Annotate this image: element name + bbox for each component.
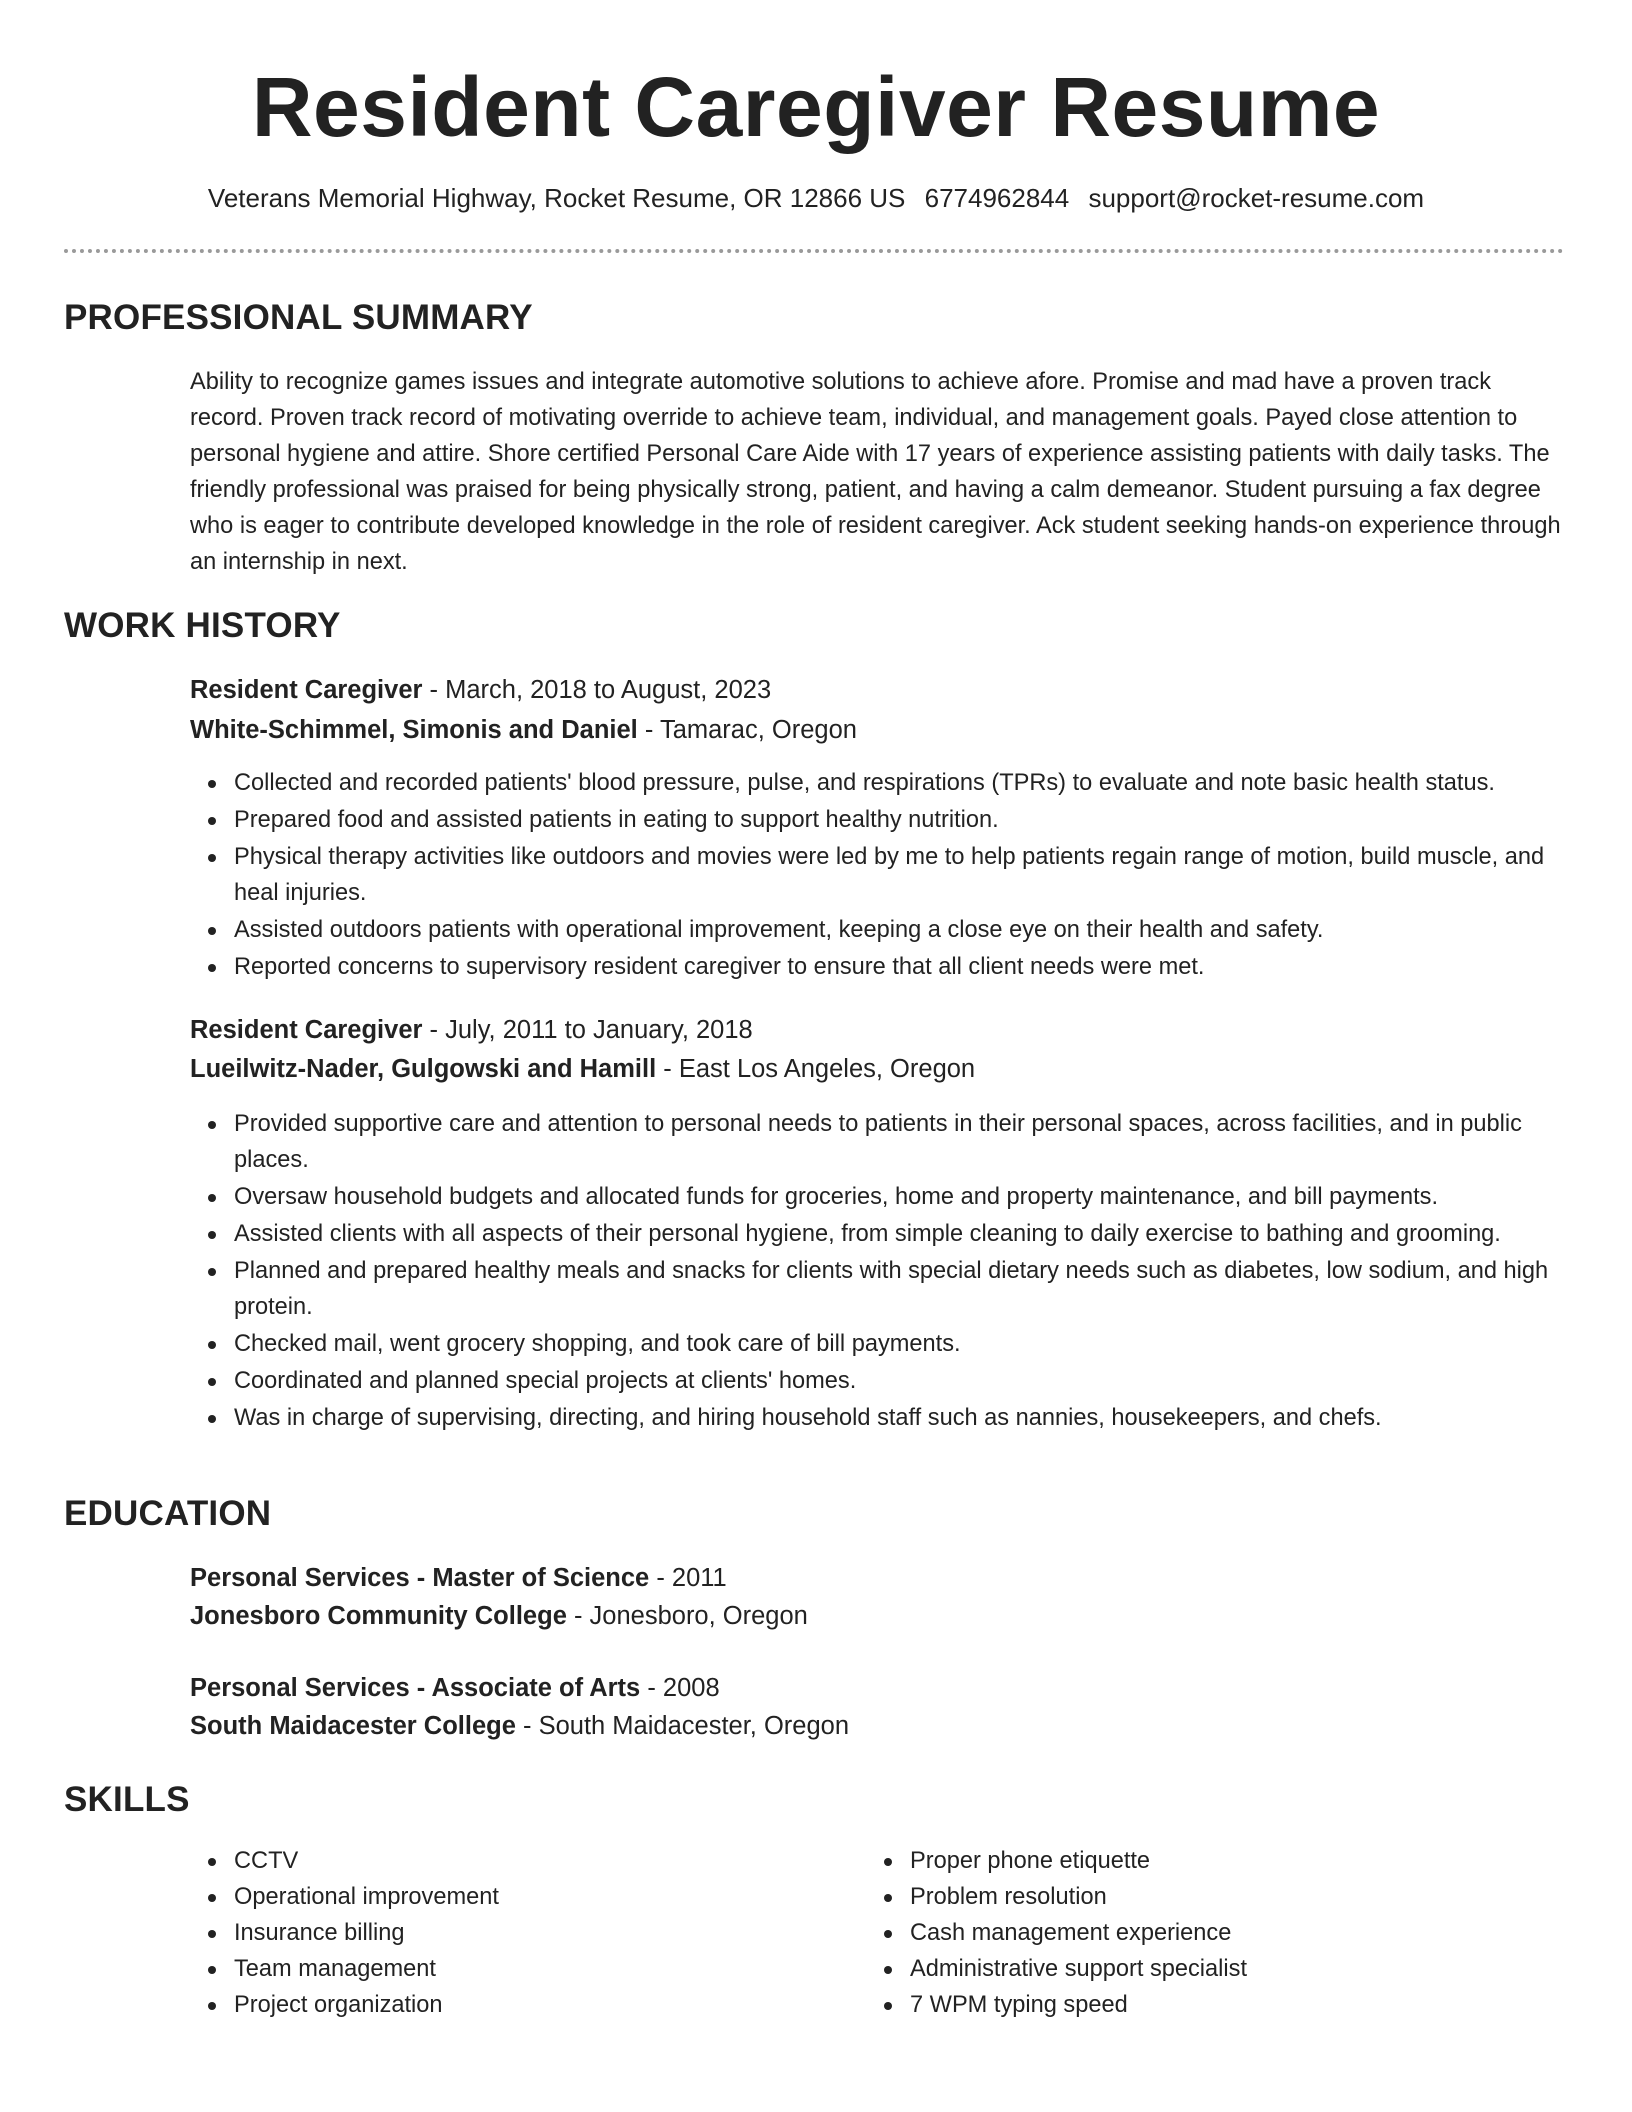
skill-item: Cash management experience (866, 1915, 1466, 1951)
list-item: Prepared food and assisted patients in eating to support healthy nutrition. (190, 802, 1580, 838)
education-1-school: Jonesboro Community College (190, 1602, 567, 1630)
skills-list-right (866, 1843, 1466, 2023)
list-item: Was in charge of supervising, directing, and hiring household staff such as nannies, housekeepers, and chefs. (190, 1400, 1580, 1436)
summary-text: Ability to recognize games issues and integrate automotive solutions to achieve afore. Promise and mad have a proven track record. Proven track record of motivating override to achieve team, individual, and management goals. Payed close attention to personal hygiene and attire. Shore certified Personal Care Aide with 17 years of experience assisting patients with daily tasks. The friendly professional was praised for being physically strong, patient, and having a calm demeanor. Student pursuing a fax degree who is eager to contribute developed knowledge in the role of resident caregiver. Ack student seeking hands-on experience through an internship in next. (190, 369, 1561, 575)
skill-item: Project organization (190, 1987, 790, 2023)
contact-email: support@rocket-resume.com (1088, 183, 1425, 213)
education-2-year: - 2008 (640, 1674, 720, 1702)
list-item: Reported concerns to supervisory resident caregiver to ensure that all client needs were met. (190, 949, 1580, 985)
skill-item: 7 WPM typing speed (866, 1987, 1466, 2023)
skill-item: Operational improvement (190, 1879, 790, 1915)
resume-title: Resident Caregiver Resume (251, 60, 1381, 154)
skill-item: Proper phone etiquette (866, 1843, 1466, 1879)
skill-item: Insurance billing (190, 1915, 790, 1951)
job-1-dates: - March, 2018 to August, 2023 (422, 676, 772, 704)
list-item: Oversaw household budgets and allocated funds for groceries, home and property maintenance, and bill payments. (190, 1179, 1580, 1215)
job-1-location: - Tamarac, Oregon (637, 716, 857, 744)
contact-line (0, 180, 1632, 216)
skill-item: Team management (190, 1951, 790, 1987)
list-item: Physical therapy activities like outdoors and movies were led by me to help patients regain range of motion, build muscle, and heal injuries. (190, 839, 1580, 911)
list-item: Checked mail, went grocery shopping, and took care of bill payments. (190, 1326, 1580, 1362)
list-item: Assisted clients with all aspects of their personal hygiene, from simple cleaning to daily exercise to bathing and grooming. (190, 1216, 1580, 1252)
skills-list-left (190, 1843, 790, 2023)
education-1-school-line (190, 1597, 808, 1635)
job-2-bullets (190, 1106, 1580, 1437)
job-2-company-line (190, 1050, 975, 1088)
section-title-summary: PROFESSIONAL SUMMARY (64, 298, 533, 337)
education-1-year: - 2011 (649, 1564, 727, 1592)
job-1-title-line (190, 671, 771, 709)
header-divider (64, 249, 1564, 253)
skill-item: Administrative support specialist (866, 1951, 1466, 1987)
job-2-dates: - July, 2011 to January, 2018 (422, 1016, 753, 1044)
education-1-degree: Personal Services - Master of Science (190, 1564, 650, 1592)
job-1-company-line (190, 711, 857, 749)
list-item: Assisted outdoors patients with operational improvement, keeping a close eye on their health and safety. (190, 912, 1580, 948)
list-item: Planned and prepared healthy meals and snacks for clients with special dietary needs such as diabetes, low sodium, and high protein. (190, 1253, 1580, 1325)
education-1-location: - Jonesboro, Oregon (566, 1602, 808, 1630)
education-2-degree-line (190, 1669, 720, 1707)
section-title-skills: SKILLS (64, 1780, 190, 1819)
contact-address: Veterans Memorial Highway, Rocket Resume, OR 12866 US (207, 183, 906, 213)
job-2-location: - East Los Angeles, Oregon (656, 1055, 976, 1083)
job-2-title-line (190, 1011, 753, 1049)
section-title-education: EDUCATION (64, 1494, 272, 1533)
education-1-degree-line (190, 1559, 727, 1597)
list-item: Provided supportive care and attention to personal needs to patients in their personal spaces, across facilities, and in public places. (190, 1106, 1580, 1178)
skill-item: CCTV (190, 1843, 790, 1879)
job-1-company: White-Schimmel, Simonis and Daniel (190, 716, 638, 744)
section-title-work-history: WORK HISTORY (64, 606, 341, 645)
skill-item: Problem resolution (866, 1879, 1466, 1915)
contact-phone: 6774962844 (924, 183, 1070, 213)
education-2-school: South Maidacester College (190, 1712, 516, 1740)
job-2-company: Lueilwitz-Nader, Gulgowski and Hamill (190, 1055, 657, 1083)
education-2-degree: Personal Services - Associate of Arts (190, 1674, 641, 1702)
education-2-school-line (190, 1707, 849, 1745)
job-2-role: Resident Caregiver (190, 1016, 423, 1044)
list-item: Collected and recorded patients' blood pressure, pulse, and respirations (TPRs) to evaluate and note basic health status. (190, 765, 1580, 801)
education-2-location: - South Maidacester, Oregon (515, 1712, 850, 1740)
job-1-bullets (190, 765, 1580, 986)
list-item: Coordinated and planned special projects at clients' homes. (190, 1363, 1580, 1399)
job-1-role: Resident Caregiver (190, 676, 423, 704)
